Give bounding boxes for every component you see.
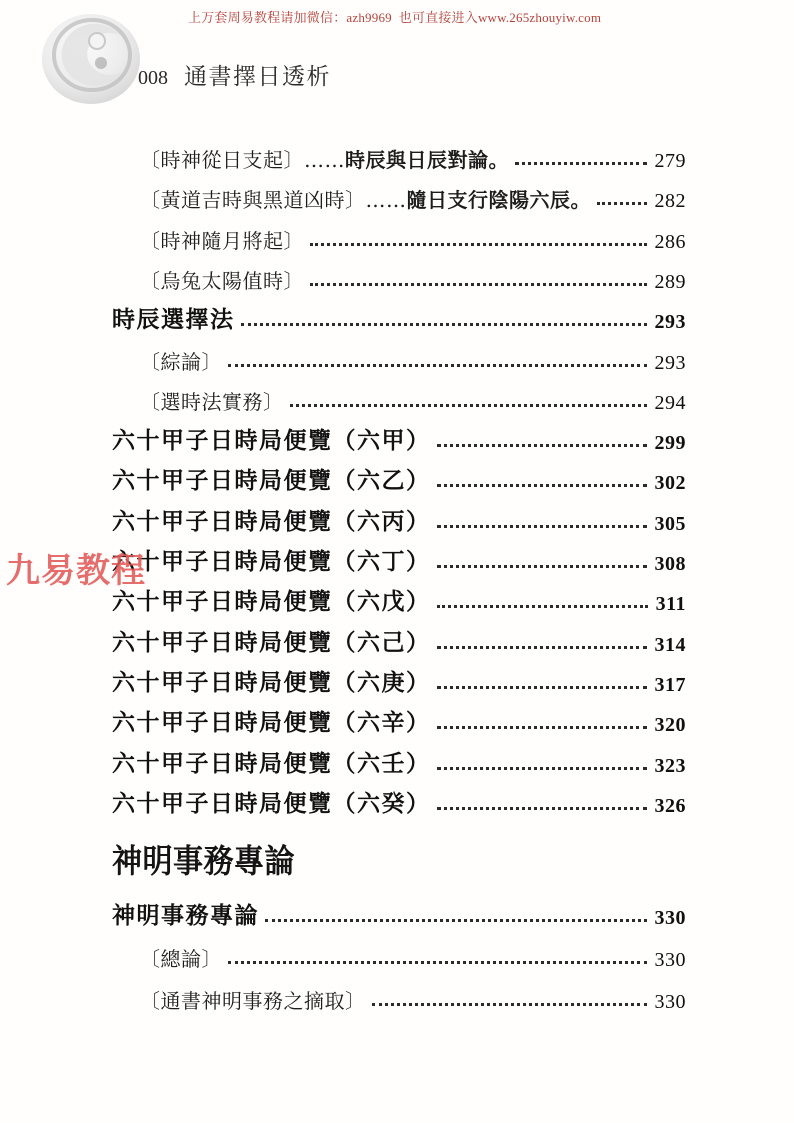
toc-entry-page: 311 — [655, 593, 686, 615]
toc-entry-remark: 時辰與日辰對論。 — [345, 148, 509, 172]
toc-entry-label: 〔綜論〕 — [140, 350, 222, 374]
dotted-leader — [437, 484, 647, 487]
dotted-leader — [437, 646, 647, 649]
dotted-leader — [228, 364, 647, 367]
toc-entry-page: 308 — [654, 553, 686, 575]
toc-row — [112, 710, 686, 737]
toc-entry-page: 330 — [654, 907, 686, 929]
dotted-leader — [228, 961, 647, 964]
toc-entry-label: 〔選時法實務〕 — [140, 390, 284, 414]
toc-entry-page: 330 — [654, 949, 686, 971]
toc-entry-page: 299 — [654, 432, 686, 454]
toc-entry-label: 六十甲子日時局便覽（六乙） — [112, 467, 431, 494]
toc-entry-page: 293 — [654, 311, 686, 333]
toc-row — [112, 670, 686, 697]
dotted-leader — [437, 686, 647, 689]
toc-row — [140, 186, 686, 213]
toc-row — [140, 227, 686, 254]
toc-row — [112, 549, 686, 576]
toc-entry-label: 六十甲子日時局便覽（六癸） — [112, 790, 431, 817]
toc-entry-page: 317 — [654, 674, 686, 696]
dotted-leader — [437, 726, 647, 729]
toc-entry-label: 六十甲子日時局便覽（六丁） — [112, 548, 431, 575]
dotted-leader — [437, 767, 647, 770]
toc-row — [140, 987, 686, 1014]
toc-entry-page: 282 — [654, 190, 686, 212]
toc-row — [112, 509, 686, 536]
toc-entry-label: 六十甲子日時局便覽（六己） — [112, 629, 431, 656]
toc-row — [140, 348, 686, 375]
dotted-leader — [241, 323, 647, 326]
toc-entry-page: 330 — [654, 991, 686, 1013]
book-title: 通書擇日透析 — [184, 63, 331, 89]
yinyang-logo-icon — [40, 12, 144, 106]
toc-entry-label: 六十甲子日時局便覽（六丙） — [112, 508, 431, 535]
toc-entry-page: 305 — [654, 513, 686, 535]
toc-row — [112, 751, 686, 778]
toc-entry-label: 〔黃道吉時與黑道凶時〕…… — [140, 188, 407, 212]
page-header — [138, 58, 331, 91]
toc-entry-label: 〔烏兔太陽值時〕 — [140, 269, 304, 293]
toc-row — [112, 468, 686, 495]
dotted-leader — [515, 162, 647, 165]
toc-entry-label: 〔時神隨月將起〕 — [140, 229, 304, 253]
dotted-leader — [597, 202, 647, 205]
toc-entry-page: 293 — [654, 352, 686, 374]
toc-entry-label: 六十甲子日時局便覽（六辛） — [112, 709, 431, 736]
dotted-leader — [437, 605, 648, 608]
toc-entry-label: 〔通書神明事務之摘取〕 — [140, 989, 366, 1013]
toc-entry-page: 314 — [654, 634, 686, 656]
toc-row — [112, 428, 686, 455]
watermark-text: 九易教程 — [6, 551, 146, 591]
toc-entry-page: 302 — [654, 472, 686, 494]
promo-notice: 上万套周易教程请加微信：azh9969 也可直接进入www.265zhouyiw.com — [188, 10, 602, 25]
dotted-leader — [437, 807, 647, 810]
dotted-leader — [290, 404, 647, 407]
toc-row — [112, 307, 686, 334]
dotted-leader — [310, 243, 647, 246]
toc-entry-label: 六十甲子日時局便覽（六庚） — [112, 669, 431, 696]
folio-page-number: 008 — [138, 67, 168, 89]
toc-entry-label: 六十甲子日時局便覽（六甲） — [112, 427, 431, 454]
toc-row — [112, 630, 686, 657]
toc-entry-page: 294 — [654, 392, 686, 414]
toc-entry-page: 279 — [654, 150, 686, 172]
toc-entry-label: 時辰選擇法 — [112, 306, 235, 333]
toc-row — [112, 791, 686, 818]
toc-entry-page: 323 — [654, 755, 686, 777]
toc-entry-page: 289 — [654, 271, 686, 293]
toc-entry-page: 320 — [654, 714, 686, 736]
dotted-leader — [437, 565, 647, 568]
section-heading: 神明事務專論 — [112, 842, 295, 881]
toc-row — [140, 388, 686, 415]
toc-row — [112, 903, 686, 930]
toc-entry-label: 〔時神從日支起〕…… — [140, 148, 345, 172]
toc-row — [112, 589, 686, 616]
toc-entry-label: 六十甲子日時局便覽（六壬） — [112, 750, 431, 777]
toc-row — [140, 945, 686, 972]
toc-entry-page: 286 — [654, 231, 686, 253]
toc-entry-page: 326 — [654, 795, 686, 817]
dotted-leader — [310, 283, 647, 286]
toc-entry-label: 〔總論〕 — [140, 947, 222, 971]
toc-entry-label: 神明事務專論 — [112, 902, 259, 929]
toc-row — [140, 146, 686, 173]
toc-row — [140, 267, 686, 294]
dotted-leader — [437, 525, 647, 528]
toc-entry-remark: 隨日支行陰陽六辰。 — [406, 188, 591, 212]
dotted-leader — [265, 919, 647, 922]
dotted-leader — [437, 444, 647, 447]
dotted-leader — [372, 1003, 647, 1006]
toc-entry-label: 六十甲子日時局便覽（六戊） — [112, 588, 431, 615]
